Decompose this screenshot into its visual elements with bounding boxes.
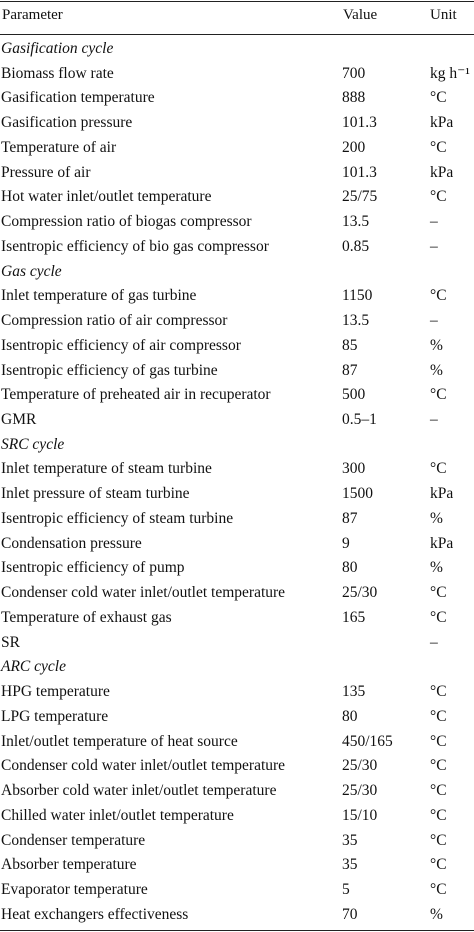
table-row: [0, 283, 474, 308]
parameter-cell: Chilled water inlet/outlet temperature: [1, 806, 234, 824]
section-title: SRC cycle: [1, 435, 65, 453]
table-row: [0, 531, 474, 556]
value-cell: 101.3: [342, 163, 377, 181]
parameter-cell: Isentropic efficiency of gas turbine: [1, 361, 218, 379]
header-value: Value: [343, 7, 378, 23]
section-heading-row: [0, 259, 474, 284]
unit-cell: kPa: [430, 114, 454, 132]
unit-cell: °C: [430, 806, 447, 824]
table-row: [0, 902, 474, 927]
value-cell: 888: [342, 89, 366, 107]
unit-cell: °C: [430, 138, 447, 156]
unit-cell: –: [430, 213, 438, 231]
value-cell: 135: [342, 683, 366, 701]
unit-cell: °C: [430, 782, 447, 800]
unit-cell: kg h⁻¹: [430, 64, 470, 82]
unit-cell: –: [430, 411, 438, 429]
value-cell: 35: [342, 856, 358, 874]
unit-cell: °C: [430, 584, 447, 602]
table-row: [0, 605, 474, 630]
parameter-cell: Isentropic efficiency of pump: [1, 559, 185, 577]
parameter-cell: Gasification pressure: [1, 114, 133, 132]
parameter-cell: Compression ratio of biogas compressor: [1, 213, 252, 231]
parameter-cell: Condenser temperature: [1, 831, 146, 849]
unit-cell: kPa: [430, 534, 454, 552]
value-cell: 25/30: [342, 757, 378, 775]
parameter-cell: Isentropic efficiency of air compressor: [1, 336, 241, 354]
header-parameter: Parameter: [2, 7, 63, 23]
table-row: [0, 308, 474, 333]
value-cell: 101.3: [342, 114, 377, 132]
parameter-cell: Absorber temperature: [1, 856, 137, 874]
value-cell: 15/10: [342, 806, 378, 824]
table-row: [0, 110, 474, 135]
value-cell: 200: [342, 138, 366, 156]
table-row: [0, 704, 474, 729]
value-cell: 80: [342, 559, 358, 577]
table-row: [0, 333, 474, 358]
unit-cell: °C: [430, 287, 447, 305]
unit-cell: °C: [430, 683, 447, 701]
unit-cell: %: [430, 509, 443, 527]
value-cell: 300: [342, 460, 366, 478]
unit-cell: %: [430, 336, 443, 354]
unit-cell: °C: [430, 608, 447, 626]
table-row: [0, 407, 474, 432]
parameter-cell: Condenser cold water inlet/outlet temperature: [1, 584, 286, 602]
parameter-cell: Temperature of air: [1, 138, 117, 156]
parameter-cell: Inlet pressure of steam turbine: [1, 485, 190, 503]
value-cell: 165: [342, 608, 366, 626]
table-row: [0, 234, 474, 259]
parameter-cell: Biomass flow rate: [1, 64, 114, 82]
table-row: [0, 506, 474, 531]
unit-cell: °C: [430, 880, 447, 898]
unit-cell: kPa: [430, 163, 454, 181]
value-cell: 85: [342, 336, 358, 354]
unit-cell: –: [430, 633, 438, 651]
table-row: [0, 852, 474, 877]
unit-cell: %: [430, 905, 443, 923]
parameter-cell: Isentropic efficiency of bio gas compressor: [1, 237, 269, 255]
section-heading-row: [0, 36, 474, 61]
parameter-cell: Compression ratio of air compressor: [1, 312, 228, 330]
value-cell: 25/30: [342, 782, 378, 800]
unit-cell: °C: [430, 831, 447, 849]
table-row: [0, 85, 474, 110]
value-cell: 87: [342, 361, 358, 379]
parameter-cell: Evaporator temperature: [1, 880, 148, 898]
parameter-cell: Condensation pressure: [1, 534, 142, 552]
unit-cell: kPa: [430, 485, 454, 503]
section-heading-row: [0, 432, 474, 457]
table-row: [0, 778, 474, 803]
unit-cell: °C: [430, 89, 447, 107]
value-cell: 1500: [342, 485, 373, 503]
table-bottom-rule: [0, 930, 474, 931]
table-row: [0, 580, 474, 605]
value-cell: 5: [342, 880, 350, 898]
parameter-cell: Gasification temperature: [1, 89, 155, 107]
unit-cell: –: [430, 312, 438, 330]
table-row: [0, 456, 474, 481]
parameter-cell: LPG temperature: [1, 707, 109, 725]
unit-cell: °C: [430, 707, 447, 725]
value-cell: 450/165: [342, 732, 393, 750]
parameter-cell: Temperature of preheated air in recuperator: [1, 386, 271, 404]
unit-cell: °C: [430, 460, 447, 478]
table-row: [0, 877, 474, 902]
value-cell: 80: [342, 707, 358, 725]
value-cell: 1150: [342, 287, 373, 305]
parameter-cell: Condenser cold water inlet/outlet temperature: [1, 757, 286, 775]
table-row: [0, 630, 474, 655]
parameter-cell: Inlet/outlet temperature of heat source: [1, 732, 238, 750]
parameter-cell: GMR: [1, 411, 37, 429]
table-body: [0, 36, 474, 926]
value-cell: 13.5: [342, 213, 370, 231]
parameter-cell: Absorber cold water inlet/outlet temperature: [1, 782, 277, 800]
parameter-cell: Heat exchangers effectiveness: [1, 905, 189, 923]
table-row: [0, 184, 474, 209]
table-row: [0, 803, 474, 828]
table-row: [0, 679, 474, 704]
table-row: [0, 358, 474, 383]
unit-cell: °C: [430, 856, 447, 874]
value-cell: 700: [342, 64, 366, 82]
table-row: [0, 555, 474, 580]
unit-cell: %: [430, 361, 443, 379]
unit-cell: °C: [430, 757, 447, 775]
section-heading-row: [0, 654, 474, 679]
parameter-cell: Pressure of air: [1, 163, 91, 181]
value-cell: 13.5: [342, 312, 370, 330]
unit-cell: %: [430, 559, 443, 577]
value-cell: 9: [342, 534, 350, 552]
parameter-cell: HPG temperature: [1, 683, 110, 701]
unit-cell: °C: [430, 386, 447, 404]
table-row: [0, 61, 474, 86]
value-cell: 87: [342, 509, 358, 527]
table-row: [0, 135, 474, 160]
header-unit: Unit: [430, 7, 457, 23]
table-row: [0, 160, 474, 185]
table-row: [0, 828, 474, 853]
parameter-cell: Isentropic efficiency of steam turbine: [1, 509, 234, 527]
value-cell: 70: [342, 905, 358, 923]
value-cell: 25/75: [342, 188, 378, 206]
table-header-row: [0, 0, 474, 34]
parameter-cell: Hot water inlet/outlet temperature: [1, 188, 212, 206]
unit-cell: –: [430, 237, 438, 255]
section-title: Gasification cycle: [1, 40, 114, 57]
table-row: [0, 481, 474, 506]
section-title: ARC cycle: [1, 658, 66, 676]
table-row: [0, 753, 474, 778]
value-cell: 0.85: [342, 237, 370, 255]
value-cell: 35: [342, 831, 358, 849]
table-header-rule: [0, 34, 474, 35]
value-cell: 0.5–1: [342, 411, 377, 429]
parameter-cell: Temperature of exhaust gas: [1, 608, 172, 626]
table-row: [0, 209, 474, 234]
parameter-cell: Inlet temperature of gas turbine: [1, 287, 197, 305]
unit-cell: °C: [430, 732, 447, 750]
table-row: [0, 382, 474, 407]
parameter-cell: SR: [1, 633, 20, 651]
table-row: [0, 729, 474, 754]
value-cell: 25/30: [342, 584, 378, 602]
unit-cell: °C: [430, 188, 447, 206]
parameter-cell: Inlet temperature of steam turbine: [1, 460, 212, 478]
section-title: Gas cycle: [1, 262, 62, 280]
value-cell: 500: [342, 386, 366, 404]
